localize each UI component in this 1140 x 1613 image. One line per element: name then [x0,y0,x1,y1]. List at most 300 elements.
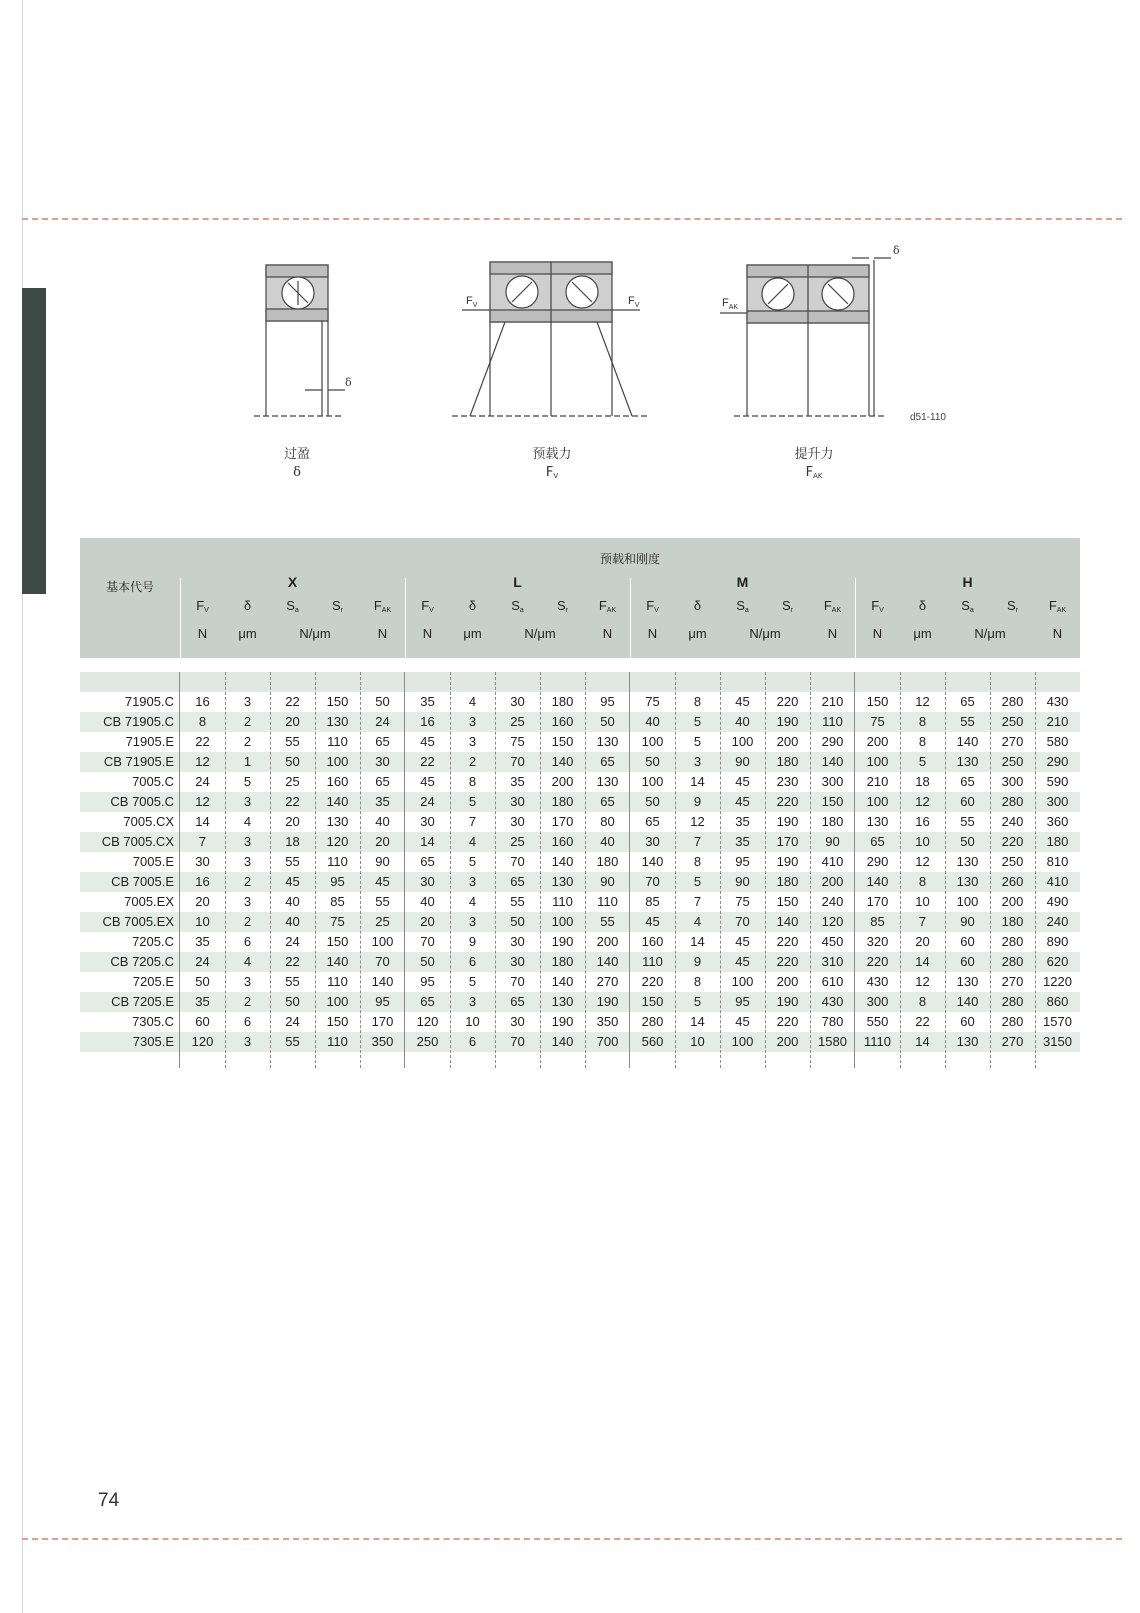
table-cell: 140 [641,854,664,869]
table-cell: 70 [510,1034,525,1049]
column-separator [270,672,271,1068]
sub-header-subscript: r [565,607,568,614]
table-cell: 12 [915,854,930,869]
table-cell: 95 [600,694,615,709]
bottom-dashed-rule [22,1538,1122,1540]
table-cell: 270 [1001,974,1024,989]
sub-header-symbol: F [373,598,382,613]
table-cell: 50 [960,834,975,849]
table-cell: 75 [735,894,750,909]
table-cell: 20 [915,934,930,949]
table-row [80,892,1080,912]
sub-header-symbol: F [421,598,430,613]
table-cell: 290 [821,734,844,749]
table-cell: 550 [866,1014,889,1029]
caption-liftoff: 提升力 $F_{AK}$ [794,447,834,480]
column-separator [495,672,496,1068]
table-cell: 9 [693,954,702,969]
table-row [80,992,1080,1012]
table-cell: 35 [195,934,210,949]
sub-header-symbol: δ [243,598,252,613]
table-row [80,732,1080,752]
sub-header [180,598,225,614]
table-cell: 110 [822,714,843,729]
table-cell: 55 [375,894,390,909]
bearing-code: 7005.CX [123,814,174,829]
table-cell: 12 [915,694,930,709]
column-separator [854,672,855,1068]
table-cell: 150 [641,994,664,1009]
table-cell: 50 [420,954,435,969]
column-separator [450,672,451,1068]
table-cell: 16 [195,874,210,889]
sub-header [720,598,765,614]
table-cell: 130 [596,734,619,749]
table-cell: 3 [243,694,252,709]
table-cell: 10 [195,914,210,929]
table-row [80,932,1080,952]
table-cell: 190 [596,994,619,1009]
group-header: M [736,574,749,590]
table-cell: 810 [1046,854,1069,869]
table-cell: 65 [960,694,975,709]
table-cell: 50 [285,754,300,769]
table-cell: 1580 [818,1034,847,1049]
table-title: 预载和刚度 [599,552,660,566]
table-cell: 45 [375,874,390,889]
table-cell: 22 [420,754,435,769]
table-cell: 8 [468,774,477,789]
table-cell: 3 [243,834,252,849]
table-cell: 160 [326,774,349,789]
table-cell: 220 [776,794,799,809]
table-cell: 150 [326,694,349,709]
table-cell: 100 [326,994,349,1009]
table-cell: 45 [735,934,750,949]
table-cell: 20 [285,814,300,829]
table-cell: 65 [510,994,525,1009]
unit-label: N [1052,626,1063,641]
table-cell: 45 [285,874,300,889]
table-cell: 5 [693,734,702,749]
column-separator [810,672,811,1068]
table-cell: 300 [821,774,844,789]
table-cell: 8 [918,874,927,889]
table-cell: 95 [420,974,435,989]
table-cell: 4 [468,894,477,909]
table-cell: 22 [195,734,210,749]
table-cell: 25 [510,834,525,849]
table-cell: 110 [327,1034,348,1049]
table-cell: 60 [960,1014,975,1029]
table-cell: 160 [551,714,574,729]
table-cell: 280 [1001,1014,1024,1029]
table-cell: 280 [641,1014,664,1029]
table-cell: 75 [645,694,660,709]
sub-header [315,598,360,614]
table-cell: 30 [195,854,210,869]
table-cell: 180 [596,854,619,869]
column-separator [540,672,541,1068]
table-cell: 35 [195,994,210,1009]
sub-header-symbol: S [1006,598,1016,613]
table-cell: 3 [243,1034,252,1049]
sub-header-subscript: V [654,607,659,614]
table-cell: 90 [960,914,975,929]
table-row [80,752,1080,772]
table-cell: 4 [693,914,702,929]
table-cell: 620 [1046,954,1069,969]
table-cell: 180 [551,954,574,969]
table-cell: 65 [645,814,660,829]
table-cell: 30 [420,874,435,889]
table-cell: 16 [195,694,210,709]
sub-header [360,598,405,614]
table-cell: 55 [285,854,300,869]
sub-header-symbol: S [286,598,295,613]
sub-header-symbol: F [196,598,205,613]
table-cell: 170 [371,1014,394,1029]
table-cell: 190 [776,814,799,829]
table-cell: 130 [551,994,574,1009]
table-cell: 25 [510,714,525,729]
table-cell: 210 [821,694,844,709]
table-cell: 24 [375,714,390,729]
table-cell: 320 [866,934,889,949]
table-cell: 12 [195,794,210,809]
sub-header-symbol: S [511,598,520,613]
column-separator [225,672,226,1068]
table-cell: 120 [326,834,349,849]
table-cell: 140 [551,974,574,989]
table-cell: 65 [375,774,390,789]
bearing-code: 71905.E [125,734,174,749]
page-number: 74 [98,1490,120,1511]
table-cell: 70 [510,974,525,989]
table-cell: 18 [285,834,300,849]
table-cell: 200 [776,734,799,749]
table-cell: 12 [195,754,210,769]
table-cell: 45 [420,774,435,789]
table-cell: 75 [870,714,885,729]
unit-label: N [602,626,613,641]
table-cell: 8 [918,734,927,749]
table-cell: 280 [1001,794,1024,809]
table-cell: 360 [1046,814,1069,829]
table-cell: 25 [375,914,390,929]
sub-header-subscript: AK [381,607,392,614]
table-cell: 9 [468,934,477,949]
table-cell: 85 [870,914,885,929]
table-cell: 190 [776,854,799,869]
table-cell: 250 [416,1034,439,1049]
table-cell: 5 [243,774,252,789]
table-cell: 65 [510,874,525,889]
bearing-code: 71905.C [124,694,174,709]
table-cell: 2 [468,754,477,769]
table-cell: 110 [327,974,348,989]
table-cell: 4 [243,954,252,969]
table-row [80,852,1080,872]
table-cell: 55 [285,974,300,989]
table-cell: 430 [1046,694,1069,709]
table-cell: 6 [468,954,477,969]
table-cell: 70 [735,914,750,929]
table-cell: 140 [551,754,574,769]
sub-header [900,598,945,614]
table-cell: 65 [375,734,390,749]
top-dashed-rule [22,218,1122,220]
table-cell: 430 [821,994,844,1009]
table-cell: 120 [191,1034,214,1049]
table-cell: 180 [551,694,574,709]
table-cell: 3 [468,914,477,929]
table-cell: 180 [776,874,799,889]
table-cell: 4 [468,834,477,849]
table-cell: 40 [375,814,390,829]
sub-header [270,598,315,614]
sub-header [585,598,630,614]
delta-marker-1: δ [345,376,352,389]
table-cell: 100 [371,934,394,949]
table-cell: 300 [1046,794,1069,809]
header-separator [630,578,631,658]
sub-header-subscript: V [204,607,209,614]
unit-label: μm [463,626,482,641]
table-cell: 35 [510,774,525,789]
table-cell: 780 [821,1014,844,1029]
table-cell: 30 [510,814,525,829]
table-cell: 20 [285,714,300,729]
table-cell: 55 [960,814,975,829]
table-cell: 85 [330,894,345,909]
table-cell: 10 [915,834,930,849]
table-cell: 120 [416,1014,439,1029]
unit-label: N [422,626,433,641]
table-cell: 65 [420,854,435,869]
bearing-code: CB 7205.E [111,994,174,1009]
table-cell: 100 [641,734,664,749]
table-cell: 210 [1046,714,1069,729]
table-body [80,672,1080,1068]
table-cell: 1220 [1043,974,1072,989]
table-cell: 130 [596,774,619,789]
table-cell: 100 [641,774,664,789]
table-cell: 130 [956,974,979,989]
sub-header-symbol: δ [918,598,927,613]
table-row [80,1032,1080,1052]
table-cell: 150 [821,794,844,809]
table-cell: 40 [645,714,660,729]
table-cell: 220 [866,954,889,969]
table-cell: 100 [731,1034,754,1049]
table-cell: 580 [1046,734,1069,749]
table-cell: 65 [420,994,435,1009]
table-cell: 6 [243,1014,252,1029]
table-cell: 50 [600,714,615,729]
table-cell: 7 [693,834,702,849]
table-spacer-band [80,672,1080,692]
column-separator [990,672,991,1068]
stiffness-unit-label: N/μm [974,626,1006,641]
table-row [80,692,1080,712]
unit-label: μm [688,626,707,641]
table-cell: 14 [195,814,210,829]
sub-header-symbol: δ [693,598,702,613]
table-cell: 30 [645,834,660,849]
bearing-code: CB 71905.C [103,714,174,729]
sub-header [945,598,990,614]
table-cell: 55 [285,734,300,749]
table-cell: 95 [735,994,750,1009]
table-cell: 220 [776,954,799,969]
table-cell: 45 [645,914,660,929]
single-bearing-drawing [254,265,345,416]
unit-label: N [647,626,658,641]
table-cell: 100 [326,754,349,769]
table-cell: 4 [243,814,252,829]
table-cell: 180 [551,794,574,809]
table-header [80,538,1080,658]
table-cell: 140 [551,1034,574,1049]
table-cell: 240 [821,894,844,909]
table-cell: 280 [1001,934,1024,949]
table-cell: 100 [731,974,754,989]
sub-header-symbol: S [556,598,566,613]
column-separator [315,672,316,1068]
table-cell: 5 [468,854,477,869]
table-cell: 8 [693,974,702,989]
group-header: X [287,574,298,590]
table-cell: 75 [510,734,525,749]
table-cell: 2 [243,994,252,1009]
column-separator [404,672,405,1068]
table-cell: 40 [600,834,615,849]
table-cell: 95 [375,994,390,1009]
table-cell: 10 [465,1014,480,1029]
bearing-code: 7005.E [132,854,174,869]
table-cell: 14 [690,774,705,789]
table-cell: 45 [735,774,750,789]
table-row [80,952,1080,972]
table-cell: 3 [693,754,702,769]
paired-bearing-preload-drawing [452,262,650,416]
delta-marker-3: δ [893,244,900,257]
table-cell: 16 [420,714,435,729]
table-cell: 14 [420,834,435,849]
column-separator [360,672,361,1068]
table-cell: 130 [956,1034,979,1049]
fak-marker: $F_{AK}$ [722,297,739,311]
table-cell: 8 [918,714,927,729]
table-cell: 9 [693,794,702,809]
drawing-code: d51-110 [910,412,946,423]
table-cell: 150 [776,894,799,909]
table-cell: 22 [285,794,300,809]
table-cell: 210 [866,774,889,789]
table-cell: 14 [690,1014,705,1029]
table-cell: 3150 [1043,1034,1072,1049]
table-cell: 110 [327,734,348,749]
table-cell: 12 [690,814,705,829]
table-cell: 65 [960,774,975,789]
fv-marker-left: $F_V$ [466,295,478,309]
table-cell: 55 [285,1034,300,1049]
table-row [80,712,1080,732]
table-cell: 160 [641,934,664,949]
table-cell: 1 [243,754,252,769]
table-cell: 410 [821,854,844,869]
table-cell: 140 [551,854,574,869]
bearing-code: 7005.EX [124,894,174,909]
table-row [80,772,1080,792]
table-cell: 95 [735,854,750,869]
sub-header-subscript: V [879,607,884,614]
sub-header [495,598,540,614]
table-cell: 14 [915,1034,930,1049]
table-cell: 100 [731,734,754,749]
bearing-code: 7205.C [132,934,174,949]
table-cell: 4 [468,694,477,709]
sub-header [540,598,585,614]
table-cell: 200 [551,774,574,789]
table-cell: 150 [326,1014,349,1029]
bearing-code: 7305.E [132,1034,174,1049]
table-cell: 240 [1046,914,1069,929]
table-cell: 40 [420,894,435,909]
table-cell: 300 [1001,774,1024,789]
table-cell: 50 [195,974,210,989]
table-cell: 3 [243,894,252,909]
table-cell: 350 [371,1034,394,1049]
table-cell: 45 [735,954,750,969]
table-cell: 8 [693,854,702,869]
bearing-code: 7005.C [132,774,174,789]
sub-header [855,598,900,614]
table-cell: 3 [468,714,477,729]
table-cell: 85 [645,894,660,909]
table-cell: 590 [1046,774,1069,789]
sub-header-symbol: S [331,598,341,613]
bearing-code: 7305.C [132,1014,174,1029]
table-cell: 70 [645,874,660,889]
sub-header [225,598,270,614]
table-cell: 5 [468,974,477,989]
table-cell: 610 [821,974,844,989]
table-cell: 65 [600,754,615,769]
table-cell: 250 [1001,754,1024,769]
table-cell: 60 [195,1014,210,1029]
table-cell: 30 [510,794,525,809]
table-cell: 240 [1001,814,1024,829]
sub-header [405,598,450,614]
table-cell: 30 [375,754,390,769]
header-separator [405,578,406,658]
bearing-code: 7205.E [132,974,174,989]
table-cell: 140 [776,914,799,929]
table-cell: 140 [866,874,889,889]
table-cell: 70 [420,934,435,949]
table-cell: 65 [870,834,885,849]
table-cell: 280 [1001,694,1024,709]
table-cell: 12 [915,794,930,809]
table-cell: 130 [551,874,574,889]
table-cell: 220 [776,1014,799,1029]
table-cell: 2 [243,714,252,729]
table-cell: 2 [243,874,252,889]
table-cell: 30 [510,1014,525,1029]
sub-header-symbol: F [823,598,832,613]
